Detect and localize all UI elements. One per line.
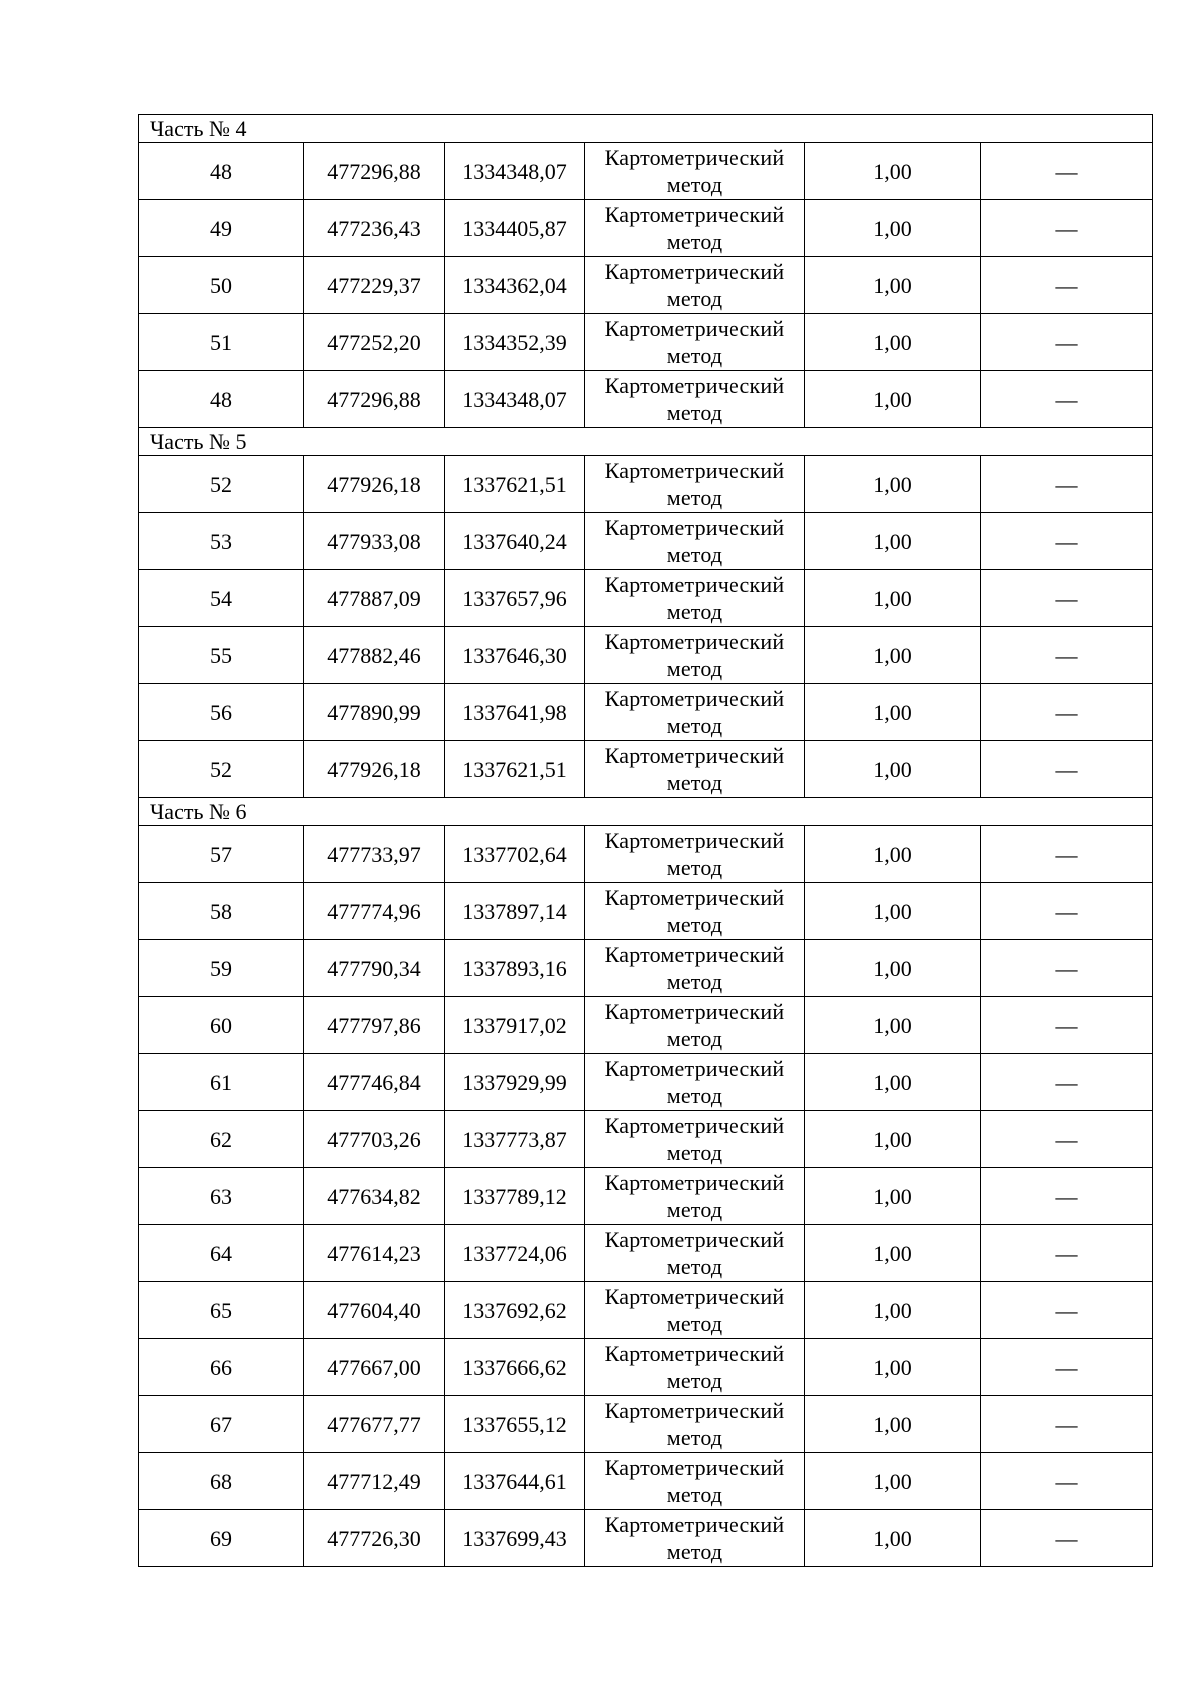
table-row [139,314,1153,371]
part-title: Часть № 6 [139,798,1153,826]
description-cell: — [981,1510,1153,1567]
accuracy-cell: 1,00 [805,1111,981,1168]
point-number-cell: 52 [139,456,304,513]
y-coordinate-cell: 1334348,07 [445,371,585,428]
accuracy-cell: 1,00 [805,1054,981,1111]
description-cell: — [981,741,1153,798]
accuracy-cell: 1,00 [805,371,981,428]
point-number-cell: 69 [139,1510,304,1567]
x-coordinate-cell: 477746,84 [304,1054,445,1111]
y-coordinate-cell: 1337929,99 [445,1054,585,1111]
x-coordinate-cell: 477252,20 [304,314,445,371]
table-row [139,1282,1153,1339]
accuracy-cell: 1,00 [805,200,981,257]
x-coordinate-cell: 477733,97 [304,826,445,883]
y-coordinate-cell: 1337621,51 [445,456,585,513]
description-cell: — [981,1111,1153,1168]
table-row [139,1396,1153,1453]
table-row [139,257,1153,314]
point-number-cell: 49 [139,200,304,257]
description-cell: — [981,314,1153,371]
y-coordinate-cell: 1337644,61 [445,1453,585,1510]
accuracy-cell: 1,00 [805,940,981,997]
y-coordinate-cell: 1334348,07 [445,143,585,200]
table-row [139,1168,1153,1225]
y-coordinate-cell: 1337621,51 [445,741,585,798]
description-cell: — [981,1396,1153,1453]
method-cell: Картометрический метод [585,1054,805,1111]
part-header-row [139,115,1153,143]
method-cell: Картометрический метод [585,1339,805,1396]
method-cell: Картометрический метод [585,371,805,428]
description-cell: — [981,1282,1153,1339]
table-row [139,826,1153,883]
part-title: Часть № 4 [139,115,1153,143]
y-coordinate-cell: 1337897,14 [445,883,585,940]
description-cell: — [981,456,1153,513]
y-coordinate-cell: 1337724,06 [445,1225,585,1282]
table-row [139,940,1153,997]
table-row [139,200,1153,257]
method-cell: Картометрический метод [585,826,805,883]
x-coordinate-cell: 477790,34 [304,940,445,997]
method-cell: Картометрический метод [585,1225,805,1282]
x-coordinate-cell: 477703,26 [304,1111,445,1168]
accuracy-cell: 1,00 [805,513,981,570]
x-coordinate-cell: 477296,88 [304,143,445,200]
x-coordinate-cell: 477726,30 [304,1510,445,1567]
accuracy-cell: 1,00 [805,1282,981,1339]
accuracy-cell: 1,00 [805,257,981,314]
point-number-cell: 56 [139,684,304,741]
point-number-cell: 59 [139,940,304,997]
x-coordinate-cell: 477296,88 [304,371,445,428]
point-number-cell: 58 [139,883,304,940]
y-coordinate-cell: 1337657,96 [445,570,585,627]
x-coordinate-cell: 477236,43 [304,200,445,257]
point-number-cell: 63 [139,1168,304,1225]
accuracy-cell: 1,00 [805,741,981,798]
part-title: Часть № 5 [139,428,1153,456]
point-number-cell: 48 [139,371,304,428]
method-cell: Картометрический метод [585,997,805,1054]
x-coordinate-cell: 477667,00 [304,1339,445,1396]
x-coordinate-cell: 477229,37 [304,257,445,314]
method-cell: Картометрический метод [585,627,805,684]
description-cell: — [981,1054,1153,1111]
description-cell: — [981,570,1153,627]
table-row [139,883,1153,940]
description-cell: — [981,143,1153,200]
y-coordinate-cell: 1337641,98 [445,684,585,741]
method-cell: Картометрический метод [585,1396,805,1453]
method-cell: Картометрический метод [585,1168,805,1225]
point-number-cell: 61 [139,1054,304,1111]
point-number-cell: 64 [139,1225,304,1282]
method-cell: Картометрический метод [585,200,805,257]
y-coordinate-cell: 1337773,87 [445,1111,585,1168]
description-cell: — [981,1168,1153,1225]
x-coordinate-cell: 477677,77 [304,1396,445,1453]
table-row [139,684,1153,741]
method-cell: Картометрический метод [585,513,805,570]
table-row [139,143,1153,200]
method-cell: Картометрический метод [585,940,805,997]
y-coordinate-cell: 1334405,87 [445,200,585,257]
y-coordinate-cell: 1334362,04 [445,257,585,314]
point-number-cell: 52 [139,741,304,798]
x-coordinate-cell: 477712,49 [304,1453,445,1510]
point-number-cell: 55 [139,627,304,684]
y-coordinate-cell: 1337655,12 [445,1396,585,1453]
coordinates-table-body [139,115,1153,1567]
method-cell: Картометрический метод [585,1282,805,1339]
x-coordinate-cell: 477890,99 [304,684,445,741]
table-row [139,1339,1153,1396]
y-coordinate-cell: 1337692,62 [445,1282,585,1339]
x-coordinate-cell: 477887,09 [304,570,445,627]
point-number-cell: 67 [139,1396,304,1453]
accuracy-cell: 1,00 [805,314,981,371]
accuracy-cell: 1,00 [805,143,981,200]
y-coordinate-cell: 1337646,30 [445,627,585,684]
description-cell: — [981,1225,1153,1282]
description-cell: — [981,997,1153,1054]
method-cell: Картометрический метод [585,741,805,798]
description-cell: — [981,257,1153,314]
description-cell: — [981,940,1153,997]
accuracy-cell: 1,00 [805,627,981,684]
point-number-cell: 60 [139,997,304,1054]
point-number-cell: 62 [139,1111,304,1168]
method-cell: Картометрический метод [585,257,805,314]
point-number-cell: 57 [139,826,304,883]
y-coordinate-cell: 1337893,16 [445,940,585,997]
description-cell: — [981,513,1153,570]
table-row [139,1111,1153,1168]
method-cell: Картометрический метод [585,456,805,513]
x-coordinate-cell: 477614,23 [304,1225,445,1282]
point-number-cell: 66 [139,1339,304,1396]
table-row [139,627,1153,684]
accuracy-cell: 1,00 [805,684,981,741]
description-cell: — [981,883,1153,940]
part-header-row [139,798,1153,826]
description-cell: — [981,1339,1153,1396]
table-row [139,570,1153,627]
y-coordinate-cell: 1337666,62 [445,1339,585,1396]
method-cell: Картометрический метод [585,883,805,940]
table-row [139,1054,1153,1111]
description-cell: — [981,826,1153,883]
method-cell: Картометрический метод [585,570,805,627]
accuracy-cell: 1,00 [805,997,981,1054]
part-header-row [139,428,1153,456]
y-coordinate-cell: 1337699,43 [445,1510,585,1567]
method-cell: Картометрический метод [585,684,805,741]
point-number-cell: 50 [139,257,304,314]
description-cell: — [981,1453,1153,1510]
x-coordinate-cell: 477604,40 [304,1282,445,1339]
accuracy-cell: 1,00 [805,456,981,513]
description-cell: — [981,200,1153,257]
point-number-cell: 65 [139,1282,304,1339]
y-coordinate-cell: 1334352,39 [445,314,585,371]
method-cell: Картометрический метод [585,314,805,371]
accuracy-cell: 1,00 [805,1168,981,1225]
table-row [139,741,1153,798]
x-coordinate-cell: 477774,96 [304,883,445,940]
y-coordinate-cell: 1337917,02 [445,997,585,1054]
point-number-cell: 53 [139,513,304,570]
method-cell: Картометрический метод [585,143,805,200]
x-coordinate-cell: 477926,18 [304,741,445,798]
table-row [139,1453,1153,1510]
description-cell: — [981,627,1153,684]
description-cell: — [981,371,1153,428]
point-number-cell: 48 [139,143,304,200]
table-row [139,997,1153,1054]
accuracy-cell: 1,00 [805,1396,981,1453]
coordinates-table [138,114,1153,1567]
accuracy-cell: 1,00 [805,1453,981,1510]
table-row [139,371,1153,428]
y-coordinate-cell: 1337789,12 [445,1168,585,1225]
method-cell: Картометрический метод [585,1453,805,1510]
method-cell: Картометрический метод [585,1111,805,1168]
point-number-cell: 68 [139,1453,304,1510]
table-row [139,1225,1153,1282]
y-coordinate-cell: 1337640,24 [445,513,585,570]
point-number-cell: 51 [139,314,304,371]
accuracy-cell: 1,00 [805,570,981,627]
x-coordinate-cell: 477797,86 [304,997,445,1054]
accuracy-cell: 1,00 [805,826,981,883]
point-number-cell: 54 [139,570,304,627]
x-coordinate-cell: 477634,82 [304,1168,445,1225]
table-row [139,513,1153,570]
table-row [139,456,1153,513]
accuracy-cell: 1,00 [805,1339,981,1396]
accuracy-cell: 1,00 [805,883,981,940]
description-cell: — [981,684,1153,741]
method-cell: Картометрический метод [585,1510,805,1567]
y-coordinate-cell: 1337702,64 [445,826,585,883]
x-coordinate-cell: 477882,46 [304,627,445,684]
accuracy-cell: 1,00 [805,1510,981,1567]
x-coordinate-cell: 477933,08 [304,513,445,570]
x-coordinate-cell: 477926,18 [304,456,445,513]
table-row [139,1510,1153,1567]
accuracy-cell: 1,00 [805,1225,981,1282]
